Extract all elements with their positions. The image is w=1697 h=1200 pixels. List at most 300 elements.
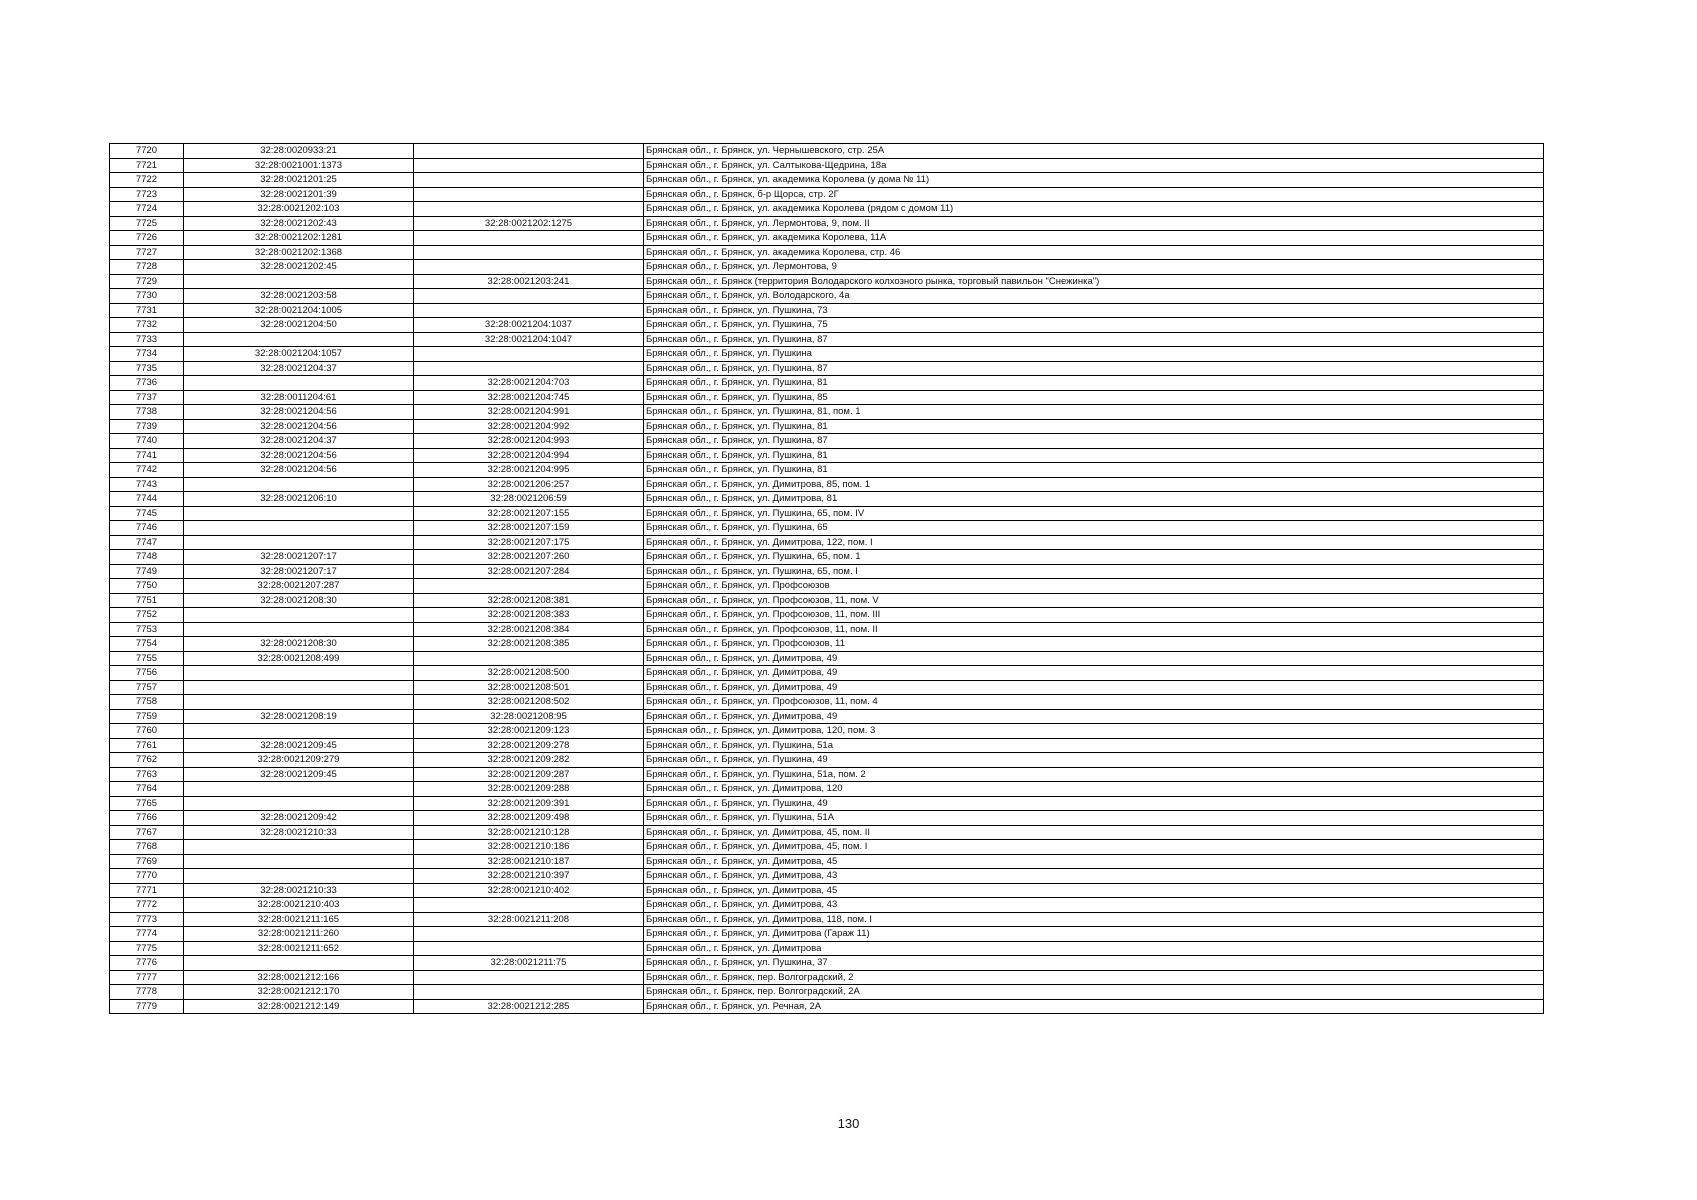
cadastral-number-cell <box>184 608 414 623</box>
page-number: 130 <box>837 1116 860 1131</box>
address-cell: Брянская обл., г. Брянск, ул. академика Королева (рядом с домом 11) <box>644 202 1544 217</box>
cadastral-number-cell: 32:28:0021204:56 <box>184 448 414 463</box>
table-row <box>110 782 1544 797</box>
object-cadastral-number-cell: 32:28:0021208:385 <box>414 637 644 652</box>
cadastral-number-cell: 32:28:0021211:260 <box>184 927 414 942</box>
table-row <box>110 361 1544 376</box>
row-number-cell: 7771 <box>110 883 184 898</box>
object-cadastral-number-cell <box>414 289 644 304</box>
object-cadastral-number-cell: 32:28:0021204:1037 <box>414 318 644 333</box>
object-cadastral-number-cell: 32:28:0021207:175 <box>414 535 644 550</box>
object-cadastral-number-cell <box>414 970 644 985</box>
table-row <box>110 724 1544 739</box>
row-number-cell: 7731 <box>110 303 184 318</box>
object-cadastral-number-cell: 32:28:0021210:397 <box>414 869 644 884</box>
address-cell: Брянская обл., г. Брянск, ул. академика Королева (у дома № 11) <box>644 173 1544 188</box>
row-number-cell: 7761 <box>110 738 184 753</box>
table-row <box>110 289 1544 304</box>
object-cadastral-number-cell: 32:28:0021208:381 <box>414 593 644 608</box>
object-cadastral-number-cell: 32:28:0021207:159 <box>414 521 644 536</box>
object-cadastral-number-cell <box>414 303 644 318</box>
row-number-cell: 7730 <box>110 289 184 304</box>
address-cell: Брянская обл., г. Брянск, ул. Лермонтова, 9 <box>644 260 1544 275</box>
cadastral-number-cell <box>184 506 414 521</box>
row-number-cell: 7725 <box>110 216 184 231</box>
table-row <box>110 811 1544 826</box>
object-cadastral-number-cell: 32:28:0021212:285 <box>414 999 644 1014</box>
cadastral-number-cell <box>184 477 414 492</box>
object-cadastral-number-cell <box>414 985 644 1000</box>
cadastral-number-cell: 32:28:0021204:1005 <box>184 303 414 318</box>
table-row <box>110 970 1544 985</box>
address-cell: Брянская обл., г. Брянск, ул. Димитрова, 49 <box>644 666 1544 681</box>
address-cell: Брянская обл., г. Брянск, ул. Пушкина, 81 <box>644 376 1544 391</box>
cadastral-number-cell: 32:28:0021208:30 <box>184 593 414 608</box>
address-cell: Брянская обл., г. Брянск, ул. Пушкина, 65, пом. IV <box>644 506 1544 521</box>
object-cadastral-number-cell: 32:28:0021208:383 <box>414 608 644 623</box>
cadastral-number-cell: 32:28:0021001:1373 <box>184 158 414 173</box>
table-row <box>110 535 1544 550</box>
table-row <box>110 274 1544 289</box>
row-number-cell: 7754 <box>110 637 184 652</box>
table-row <box>110 898 1544 913</box>
row-number-cell: 7742 <box>110 463 184 478</box>
cadastral-number-cell: 32:28:0021210:33 <box>184 883 414 898</box>
row-number-cell: 7740 <box>110 434 184 449</box>
address-cell: Брянская обл., г. Брянск, ул. Пушкина, 65, пом. I <box>644 564 1544 579</box>
object-cadastral-number-cell <box>414 927 644 942</box>
table-row <box>110 245 1544 260</box>
address-cell: Брянская обл., г. Брянск, ул. Салтыкова-Щедрина, 18а <box>644 158 1544 173</box>
cadastral-number-cell: 32:28:0021204:56 <box>184 405 414 420</box>
cadastral-number-cell: 32:28:0021210:403 <box>184 898 414 913</box>
cadastral-number-cell: 32:28:0021204:37 <box>184 434 414 449</box>
object-cadastral-number-cell: 32:28:0021209:498 <box>414 811 644 826</box>
address-cell: Брянская обл., г. Брянск, пер. Волгоградский, 2 <box>644 970 1544 985</box>
address-cell: Брянская обл., г. Брянск, ул. Профсоюзов, 11, пом. 4 <box>644 695 1544 710</box>
object-cadastral-number-cell: 32:28:0021204:1047 <box>414 332 644 347</box>
object-cadastral-number-cell: 32:28:0021209:391 <box>414 796 644 811</box>
address-cell: Брянская обл., г. Брянск, пер. Волгоградский, 2А <box>644 985 1544 1000</box>
object-cadastral-number-cell: 32:28:0021210:402 <box>414 883 644 898</box>
cadastral-number-cell <box>184 796 414 811</box>
table-row <box>110 738 1544 753</box>
object-cadastral-number-cell <box>414 579 644 594</box>
cadastral-number-cell: 32:28:0021206:10 <box>184 492 414 507</box>
object-cadastral-number-cell: 32:28:0021209:282 <box>414 753 644 768</box>
address-cell: Брянская обл., г. Брянск, ул. Пушкина, 51а, пом. 2 <box>644 767 1544 782</box>
cadastral-number-cell: 32:28:0021202:1368 <box>184 245 414 260</box>
table-row <box>110 985 1544 1000</box>
row-number-cell: 7739 <box>110 419 184 434</box>
object-cadastral-number-cell: 32:28:0021210:187 <box>414 854 644 869</box>
row-number-cell: 7726 <box>110 231 184 246</box>
row-number-cell: 7745 <box>110 506 184 521</box>
cadastral-number-cell: 32:28:0021202:103 <box>184 202 414 217</box>
row-number-cell: 7744 <box>110 492 184 507</box>
table-row <box>110 796 1544 811</box>
table-row <box>110 622 1544 637</box>
object-cadastral-number-cell <box>414 202 644 217</box>
object-cadastral-number-cell: 32:28:0021207:260 <box>414 550 644 565</box>
address-cell: Брянская обл., г. Брянск, ул. академика Королева, стр. 46 <box>644 245 1544 260</box>
address-cell: Брянская обл., г. Брянск, ул. Пушкина, 37 <box>644 956 1544 971</box>
address-cell: Брянская обл., г. Брянск, ул. Пушкина <box>644 347 1544 362</box>
row-number-cell: 7777 <box>110 970 184 985</box>
row-number-cell: 7734 <box>110 347 184 362</box>
table-row <box>110 912 1544 927</box>
row-number-cell: 7764 <box>110 782 184 797</box>
table-row <box>110 390 1544 405</box>
table-row <box>110 564 1544 579</box>
row-number-cell: 7741 <box>110 448 184 463</box>
table-row <box>110 173 1544 188</box>
row-number-cell: 7776 <box>110 956 184 971</box>
cadastral-number-cell: 32:28:0021212:149 <box>184 999 414 1014</box>
address-cell: Брянская обл., г. Брянск, ул. Пушкина, 81, пом. 1 <box>644 405 1544 420</box>
cadastral-number-cell: 32:28:0021204:56 <box>184 419 414 434</box>
cadastral-number-cell <box>184 782 414 797</box>
row-number-cell: 7756 <box>110 666 184 681</box>
cadastral-number-cell <box>184 666 414 681</box>
row-number-cell: 7757 <box>110 680 184 695</box>
address-cell: Брянская обл., г. Брянск, ул. Димитрова, 120, пом. 3 <box>644 724 1544 739</box>
table-row <box>110 999 1544 1014</box>
cadastral-number-cell: 32:28:0021211:165 <box>184 912 414 927</box>
address-cell: Брянская обл., г. Брянск, ул. Пушкина, 81 <box>644 448 1544 463</box>
object-cadastral-number-cell <box>414 260 644 275</box>
cadastral-number-cell: 32:28:0021209:45 <box>184 767 414 782</box>
cadastral-number-cell <box>184 521 414 536</box>
address-cell: Брянская обл., г. Брянск, ул. Димитрова, 43 <box>644 898 1544 913</box>
address-cell: Брянская обл., г. Брянск, ул. Димитрова, 120 <box>644 782 1544 797</box>
table-row <box>110 506 1544 521</box>
table-row <box>110 840 1544 855</box>
cadastral-number-cell: 32:28:0021209:279 <box>184 753 414 768</box>
row-number-cell: 7779 <box>110 999 184 1014</box>
object-cadastral-number-cell: 32:28:0021206:59 <box>414 492 644 507</box>
address-cell: Брянская обл., г. Брянск, ул. Лермонтова, 9, пом. II <box>644 216 1544 231</box>
object-cadastral-number-cell: 32:28:0021208:502 <box>414 695 644 710</box>
address-cell: Брянская обл., г. Брянск, ул. Речная, 2А <box>644 999 1544 1014</box>
address-cell: Брянская обл., г. Брянск, ул. Пушкина, 85 <box>644 390 1544 405</box>
row-number-cell: 7775 <box>110 941 184 956</box>
registry-table-body <box>110 144 1544 1014</box>
row-number-cell: 7758 <box>110 695 184 710</box>
cadastral-number-cell <box>184 680 414 695</box>
object-cadastral-number-cell <box>414 158 644 173</box>
object-cadastral-number-cell <box>414 347 644 362</box>
object-cadastral-number-cell: 32:28:0021210:186 <box>414 840 644 855</box>
object-cadastral-number-cell <box>414 941 644 956</box>
table-row <box>110 477 1544 492</box>
object-cadastral-number-cell: 32:28:0021210:128 <box>414 825 644 840</box>
table-row <box>110 492 1544 507</box>
address-cell: Брянская обл., г. Брянск, ул. Димитрова <box>644 941 1544 956</box>
address-cell: Брянская обл., г. Брянск, б-р Щорса, стр. 2Г <box>644 187 1544 202</box>
row-number-cell: 7774 <box>110 927 184 942</box>
row-number-cell: 7778 <box>110 985 184 1000</box>
table-row <box>110 187 1544 202</box>
row-number-cell: 7736 <box>110 376 184 391</box>
row-number-cell: 7755 <box>110 651 184 666</box>
row-number-cell: 7759 <box>110 709 184 724</box>
row-number-cell: 7747 <box>110 535 184 550</box>
object-cadastral-number-cell <box>414 144 644 159</box>
table-row <box>110 753 1544 768</box>
table-row <box>110 216 1544 231</box>
object-cadastral-number-cell: 32:28:0021208:95 <box>414 709 644 724</box>
row-number-cell: 7728 <box>110 260 184 275</box>
object-cadastral-number-cell <box>414 231 644 246</box>
object-cadastral-number-cell: 32:28:0021204:993 <box>414 434 644 449</box>
cadastral-number-cell <box>184 535 414 550</box>
address-cell: Брянская обл., г. Брянск, ул. Профсоюзов, 11 <box>644 637 1544 652</box>
table-row <box>110 767 1544 782</box>
object-cadastral-number-cell <box>414 187 644 202</box>
row-number-cell: 7772 <box>110 898 184 913</box>
cadastral-number-cell: 32:28:0021208:499 <box>184 651 414 666</box>
row-number-cell: 7770 <box>110 869 184 884</box>
cadastral-number-cell <box>184 274 414 289</box>
row-number-cell: 7753 <box>110 622 184 637</box>
object-cadastral-number-cell: 32:28:0021206:257 <box>414 477 644 492</box>
table-row <box>110 158 1544 173</box>
cadastral-number-cell: 32:28:0021204:37 <box>184 361 414 376</box>
address-cell: Брянская обл., г. Брянск, ул. Пушкина, 51а <box>644 738 1544 753</box>
address-cell: Брянская обл., г. Брянск, ул. Димитрова, 45 <box>644 883 1544 898</box>
row-number-cell: 7720 <box>110 144 184 159</box>
object-cadastral-number-cell: 32:28:0021211:208 <box>414 912 644 927</box>
table-row <box>110 419 1544 434</box>
address-cell: Брянская обл., г. Брянск, ул. Чернышевского, стр. 25А <box>644 144 1544 159</box>
table-row <box>110 579 1544 594</box>
cadastral-number-cell: 32:28:0021202:1281 <box>184 231 414 246</box>
cadastral-number-cell <box>184 622 414 637</box>
address-cell: Брянская обл., г. Брянск, ул. Димитрова, 118, пом. I <box>644 912 1544 927</box>
table-row <box>110 318 1544 333</box>
object-cadastral-number-cell: 32:28:0021211:75 <box>414 956 644 971</box>
address-cell: Брянская обл., г. Брянск, ул. Профсоюзов, 11, пом. II <box>644 622 1544 637</box>
address-cell: Брянская обл., г. Брянск, ул. Пушкина, 81 <box>644 463 1544 478</box>
address-cell: Брянская обл., г. Брянск, ул. Димитрова, 49 <box>644 709 1544 724</box>
address-cell: Брянская обл., г. Брянск, ул. Димитрова (Гараж 11) <box>644 927 1544 942</box>
table-row <box>110 709 1544 724</box>
address-cell: Брянская обл., г. Брянск, ул. Пушкина, 87 <box>644 434 1544 449</box>
table-row <box>110 869 1544 884</box>
cadastral-number-cell: 32:28:0021201:25 <box>184 173 414 188</box>
address-cell: Брянская обл., г. Брянск, ул. Пушкина, 73 <box>644 303 1544 318</box>
table-row <box>110 941 1544 956</box>
cadastral-number-cell: 32:28:0021210:33 <box>184 825 414 840</box>
cadastral-number-cell <box>184 854 414 869</box>
table-row <box>110 927 1544 942</box>
address-cell: Брянская обл., г. Брянск, ул. Димитрова, 85, пом. 1 <box>644 477 1544 492</box>
table-row <box>110 521 1544 536</box>
row-number-cell: 7721 <box>110 158 184 173</box>
row-number-cell: 7773 <box>110 912 184 927</box>
table-row <box>110 825 1544 840</box>
row-number-cell: 7765 <box>110 796 184 811</box>
cadastral-number-cell: 32:28:0021209:42 <box>184 811 414 826</box>
row-number-cell: 7766 <box>110 811 184 826</box>
address-cell: Брянская обл., г. Брянск, ул. Димитрова, 49 <box>644 651 1544 666</box>
table-row <box>110 695 1544 710</box>
cadastral-number-cell: 32:28:0021208:19 <box>184 709 414 724</box>
address-cell: Брянская обл., г. Брянск, ул. Димитрова, 45 <box>644 854 1544 869</box>
cadastral-number-cell <box>184 956 414 971</box>
object-cadastral-number-cell: 32:28:0021204:994 <box>414 448 644 463</box>
row-number-cell: 7751 <box>110 593 184 608</box>
registry-table <box>109 143 1544 1014</box>
table-row <box>110 405 1544 420</box>
object-cadastral-number-cell: 32:28:0021204:991 <box>414 405 644 420</box>
object-cadastral-number-cell: 32:28:0021208:384 <box>414 622 644 637</box>
row-number-cell: 7727 <box>110 245 184 260</box>
row-number-cell: 7735 <box>110 361 184 376</box>
row-number-cell: 7723 <box>110 187 184 202</box>
object-cadastral-number-cell: 32:28:0021208:501 <box>414 680 644 695</box>
row-number-cell: 7768 <box>110 840 184 855</box>
cadastral-number-cell: 32:28:0021203:58 <box>184 289 414 304</box>
address-cell: Брянская обл., г. Брянск, ул. Димитрова, 45, пом. I <box>644 840 1544 855</box>
table-row <box>110 144 1544 159</box>
address-cell: Брянская обл., г. Брянск, ул. Димитрова, 81 <box>644 492 1544 507</box>
table-row <box>110 593 1544 608</box>
row-number-cell: 7748 <box>110 550 184 565</box>
cadastral-number-cell: 32:28:0011204:61 <box>184 390 414 405</box>
table-row <box>110 434 1544 449</box>
object-cadastral-number-cell: 32:28:0021208:500 <box>414 666 644 681</box>
row-number-cell: 7733 <box>110 332 184 347</box>
table-row <box>110 666 1544 681</box>
address-cell: Брянская обл., г. Брянск, ул. Профсоюзов, 11, пом. III <box>644 608 1544 623</box>
cadastral-number-cell <box>184 376 414 391</box>
address-cell: Брянская обл., г. Брянск, ул. Профсоюзов, 11, пом. V <box>644 593 1544 608</box>
address-cell: Брянская обл., г. Брянск, ул. Пушкина, 51А <box>644 811 1544 826</box>
object-cadastral-number-cell: 32:28:0021209:278 <box>414 738 644 753</box>
row-number-cell: 7767 <box>110 825 184 840</box>
row-number-cell: 7746 <box>110 521 184 536</box>
address-cell: Брянская обл., г. Брянск, ул. Пушкина, 49 <box>644 796 1544 811</box>
cadastral-number-cell: 32:28:0021207:17 <box>184 550 414 565</box>
address-cell: Брянская обл., г. Брянск, ул. Пушкина, 49 <box>644 753 1544 768</box>
object-cadastral-number-cell: 32:28:0021209:287 <box>414 767 644 782</box>
table-row <box>110 231 1544 246</box>
object-cadastral-number-cell: 32:28:0021204:703 <box>414 376 644 391</box>
table-row <box>110 637 1544 652</box>
object-cadastral-number-cell: 32:28:0021203:241 <box>414 274 644 289</box>
row-number-cell: 7769 <box>110 854 184 869</box>
cadastral-number-cell: 32:28:0021208:30 <box>184 637 414 652</box>
cadastral-number-cell: 32:28:0021207:287 <box>184 579 414 594</box>
cadastral-number-cell: 32:28:0020933:21 <box>184 144 414 159</box>
object-cadastral-number-cell: 32:28:0021209:123 <box>414 724 644 739</box>
table-row <box>110 956 1544 971</box>
address-cell: Брянская обл., г. Брянск, ул. Профсоюзов <box>644 579 1544 594</box>
cadastral-number-cell: 32:28:0021212:166 <box>184 970 414 985</box>
row-number-cell: 7760 <box>110 724 184 739</box>
table-row <box>110 260 1544 275</box>
table-row <box>110 448 1544 463</box>
table-row <box>110 202 1544 217</box>
row-number-cell: 7762 <box>110 753 184 768</box>
table-row <box>110 550 1544 565</box>
table-row <box>110 303 1544 318</box>
row-number-cell: 7722 <box>110 173 184 188</box>
object-cadastral-number-cell <box>414 245 644 260</box>
table-row <box>110 332 1544 347</box>
row-number-cell: 7724 <box>110 202 184 217</box>
address-cell: Брянская обл., г. Брянск, ул. Пушкина, 75 <box>644 318 1544 333</box>
object-cadastral-number-cell <box>414 651 644 666</box>
row-number-cell: 7752 <box>110 608 184 623</box>
row-number-cell: 7763 <box>110 767 184 782</box>
object-cadastral-number-cell <box>414 173 644 188</box>
row-number-cell: 7738 <box>110 405 184 420</box>
address-cell: Брянская обл., г. Брянск, ул. Пушкина, 87 <box>644 332 1544 347</box>
cadastral-number-cell: 32:28:0021212:170 <box>184 985 414 1000</box>
row-number-cell: 7732 <box>110 318 184 333</box>
address-cell: Брянская обл., г. Брянск, ул. Димитрова, 45, пом. II <box>644 825 1544 840</box>
address-cell: Брянская обл., г. Брянск, ул. Димитрова, 122, пом. I <box>644 535 1544 550</box>
object-cadastral-number-cell: 32:28:0021204:992 <box>414 419 644 434</box>
cadastral-number-cell: 32:28:0021209:45 <box>184 738 414 753</box>
cadastral-number-cell <box>184 840 414 855</box>
table-row <box>110 680 1544 695</box>
cadastral-number-cell: 32:28:0021211:652 <box>184 941 414 956</box>
cadastral-number-cell <box>184 695 414 710</box>
object-cadastral-number-cell: 32:28:0021209:288 <box>414 782 644 797</box>
object-cadastral-number-cell: 32:28:0021202:1275 <box>414 216 644 231</box>
address-cell: Брянская обл., г. Брянск, ул. Пушкина, 87 <box>644 361 1544 376</box>
address-cell: Брянская обл., г. Брянск (территория Володарского колхозного рынка, торговый павильон "Снежинка") <box>644 274 1544 289</box>
address-cell: Брянская обл., г. Брянск, ул. Пушкина, 81 <box>644 419 1544 434</box>
address-cell: Брянская обл., г. Брянск, ул. Пушкина, 65, пом. 1 <box>644 550 1544 565</box>
cadastral-number-cell: 32:28:0021202:43 <box>184 216 414 231</box>
address-cell: Брянская обл., г. Брянск, ул. Димитрова, 43 <box>644 869 1544 884</box>
object-cadastral-number-cell <box>414 361 644 376</box>
table-row <box>110 651 1544 666</box>
object-cadastral-number-cell: 32:28:0021204:745 <box>414 390 644 405</box>
address-cell: Брянская обл., г. Брянск, ул. Пушкина, 65 <box>644 521 1544 536</box>
row-number-cell: 7737 <box>110 390 184 405</box>
table-row <box>110 347 1544 362</box>
object-cadastral-number-cell <box>414 898 644 913</box>
object-cadastral-number-cell: 32:28:0021207:155 <box>414 506 644 521</box>
object-cadastral-number-cell: 32:28:0021207:284 <box>414 564 644 579</box>
cadastral-number-cell: 32:28:0021201:39 <box>184 187 414 202</box>
cadastral-number-cell <box>184 332 414 347</box>
cadastral-number-cell <box>184 724 414 739</box>
table-row <box>110 883 1544 898</box>
table-row <box>110 376 1544 391</box>
cadastral-number-cell: 32:28:0021204:56 <box>184 463 414 478</box>
address-cell: Брянская обл., г. Брянск, ул. Димитрова, 49 <box>644 680 1544 695</box>
row-number-cell: 7743 <box>110 477 184 492</box>
address-cell: Брянская обл., г. Брянск, ул. Володарского, 4а <box>644 289 1544 304</box>
row-number-cell: 7749 <box>110 564 184 579</box>
row-number-cell: 7750 <box>110 579 184 594</box>
object-cadastral-number-cell: 32:28:0021204:995 <box>414 463 644 478</box>
cadastral-number-cell: 32:28:0021204:1057 <box>184 347 414 362</box>
cadastral-number-cell <box>184 869 414 884</box>
table-row <box>110 854 1544 869</box>
table-row <box>110 463 1544 478</box>
address-cell: Брянская обл., г. Брянск, ул. академика Королева, 11А <box>644 231 1544 246</box>
cadastral-number-cell: 32:28:0021204:50 <box>184 318 414 333</box>
cadastral-number-cell: 32:28:0021202:45 <box>184 260 414 275</box>
